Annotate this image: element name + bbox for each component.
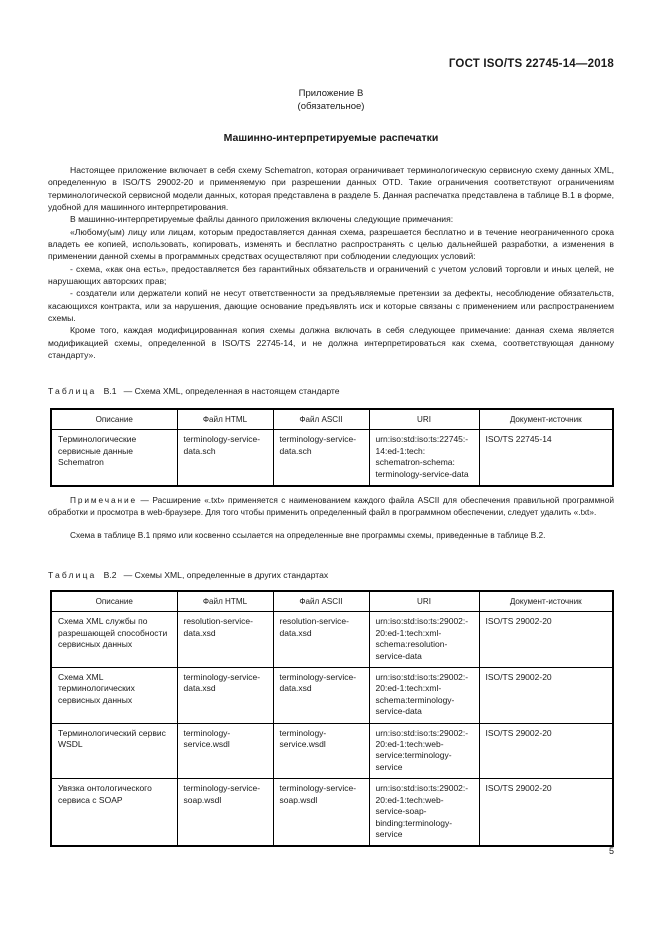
table-b1-caption-text: — Схема XML, определенная в настоящем стандарте: [123, 386, 340, 396]
column-header-ascii-file: Файл ASCII: [273, 591, 369, 612]
paragraph-5: - создатели или держатели копий не несут ответственности за предъявляемые претензии за дефекты, несоблюдение обязательств, касающихся контракта, или за нарушения, дающие основание предъявлять иск и которые связаны с применением или распространением схемы.: [48, 288, 614, 324]
cell-ascii-file: terminology-service-data.xsd: [273, 668, 369, 724]
intro-paragraphs: [48, 164, 614, 362]
table-row: [51, 779, 613, 847]
cell-description: Терминологический сервис WSDL: [51, 723, 177, 779]
table-row: [51, 723, 613, 779]
column-header-ascii-file: Файл ASCII: [273, 409, 369, 430]
table-b2: [50, 590, 614, 847]
table-header-row: [51, 409, 613, 430]
table-b2-caption: [48, 570, 328, 580]
cell-html-file: terminology-service.wsdl: [177, 723, 273, 779]
table-b2-header: [51, 591, 613, 612]
cell-html-file: terminology-service-soap.wsdl: [177, 779, 273, 847]
table-b1-caption: [48, 386, 340, 396]
cell-ascii-file: resolution-service-data.xsd: [273, 612, 369, 668]
table-b1-caption-number: В.1: [103, 386, 117, 396]
annex-title: [48, 88, 614, 113]
table-b1-header: [51, 409, 613, 430]
paragraph-6: Кроме того, каждая модифицированная копия схемы должна включать в себя следующее примечание: данная схема является модификацией схемы, определенной в ISO/TS 22745-14, и не должна интерпретироваться как схема, соответствующая данному стандарту».: [48, 325, 614, 361]
cell-uri: urn:iso:std:iso:ts:29002:-20:ed-1:tech:web-service:terminology-service: [369, 723, 479, 779]
column-header-html-file: Файл HTML: [177, 591, 273, 612]
cell-description: Схема XML терминологических сервисных данных: [51, 668, 177, 724]
column-header-uri: URI: [369, 409, 479, 430]
cell-uri: urn:iso:std:iso:ts:29002:-20:ed-1:tech:xml-schema:resolution-service-data: [369, 612, 479, 668]
paragraph-4: - схема, «как она есть», предоставляется без гарантийных обязательств и ограничений с учетом условий торговли и иных целей, не нарушающих авторских прав;: [48, 263, 614, 287]
cell-html-file: terminology-service-data.xsd: [177, 668, 273, 724]
column-header-description: Описание: [51, 409, 177, 430]
document-standard-reference: ГОСТ ISO/TS 22745-14—2018: [448, 58, 614, 70]
note-text: Расширение «.txt» применяется с наименованием каждого файла ASCII для обеспечения правильной программной обработки и просмотра в web-браузере. Для того чтобы применить определенный файл в программном обеспечении, следует удалить «.txt».: [48, 495, 614, 518]
cell-ascii-file: terminology-service-soap.wsdl: [273, 779, 369, 847]
annex-subtitle: (обязательное): [297, 100, 365, 112]
note-label: Примечание: [70, 495, 138, 505]
cell-source-doc: ISO/TS 29002-20: [479, 779, 613, 847]
table-row: [51, 430, 613, 486]
note-block: [48, 494, 614, 542]
cell-description: Увязка онтологического сервиса с SOAP: [51, 779, 177, 847]
table-header-row: [51, 591, 613, 612]
cell-description: Схема XML службы по разрешающей способности сервисных данных: [51, 612, 177, 668]
note-paragraph: [48, 494, 614, 518]
cell-source-doc: ISO/TS 29002-20: [479, 612, 613, 668]
cell-ascii-file: terminology-service-data.sch: [273, 430, 369, 486]
annex-title-main: Приложение В: [298, 88, 364, 99]
table-b2-caption-label: Таблица: [48, 570, 97, 580]
note-after-paragraph: Схема в таблице В.1 прямо или косвенно ссылается на определенные вне программы схемы, приведенные в таблице В.2.: [70, 530, 546, 541]
table-b1-body: [51, 430, 613, 486]
column-header-source-doc: Документ-источник: [479, 591, 613, 612]
cell-uri: urn:iso:std:iso:ts:22745:-14:ed-1:tech: schematron-schema: terminology-service-data: [369, 430, 479, 486]
cell-description: Терминологические сервисные данные Schematron: [51, 430, 177, 486]
table-b1: [50, 408, 614, 487]
cell-uri: urn:iso:std:iso:ts:29002:-20:ed-1:tech:xml-schema:terminology-service-data: [369, 668, 479, 724]
paragraph-1: Настоящее приложение включает в себя схему Schematron, которая ограничивает терминологическую сервисную схему данных XML, определенную в ISO/TS 29002-20 и применяемую при разрешении данных OTD. Такие ограничения соответствуют ограничениям терминологической сервисной модели данных, которая представлена в разделе 5. Данная распечатка представлена в таблице В.1 в форме, удобной для машинного интерпретирования.: [48, 165, 614, 213]
cell-ascii-file: terminology-service.wsdl: [273, 723, 369, 779]
table-b2-caption-text: — Схемы XML, определенные в других стандартах: [123, 570, 329, 580]
page-number: 5: [608, 846, 614, 856]
cell-source-doc: ISO/TS 29002-20: [479, 668, 613, 724]
note-dash: —: [137, 495, 153, 505]
table-row: [51, 612, 613, 668]
column-header-description: Описание: [51, 591, 177, 612]
column-header-source-doc: Документ-источник: [479, 409, 613, 430]
paragraph-2: В машинно-интерпретируемые файлы данного приложения включены следующие примечания:: [70, 214, 454, 225]
cell-uri: urn:iso:std:iso:ts:29002:-20:ed-1:tech:web-service-soap-binding:terminology-service: [369, 779, 479, 847]
cell-html-file: resolution-service-data.xsd: [177, 612, 273, 668]
cell-source-doc: ISO/TS 29002-20: [479, 723, 613, 779]
table-b1-caption-label: Таблица: [48, 386, 97, 396]
column-header-html-file: Файл HTML: [177, 409, 273, 430]
table-row: [51, 668, 613, 724]
cell-source-doc: ISO/TS 22745-14: [479, 430, 613, 486]
column-header-uri: URI: [369, 591, 479, 612]
cell-html-file: terminology-service-data.sch: [177, 430, 273, 486]
table-b2-body: [51, 612, 613, 846]
paragraph-3: «Любому(ым) лицу или лицам, которым предоставляется данная схема, разрешается бесплатно и в течение неограниченного срока владеть ее копией, использовать, копировать, изменять и бесплатно распространять с целью дальнейшей разработки, а изменения в применении данной схемы в программных средствах осуществляют при соблюдении следующих условий:: [48, 226, 614, 262]
table-b2-caption-number: В.2: [103, 570, 117, 580]
page-title: Машинно-интерпретируемые распечатки: [223, 132, 439, 144]
